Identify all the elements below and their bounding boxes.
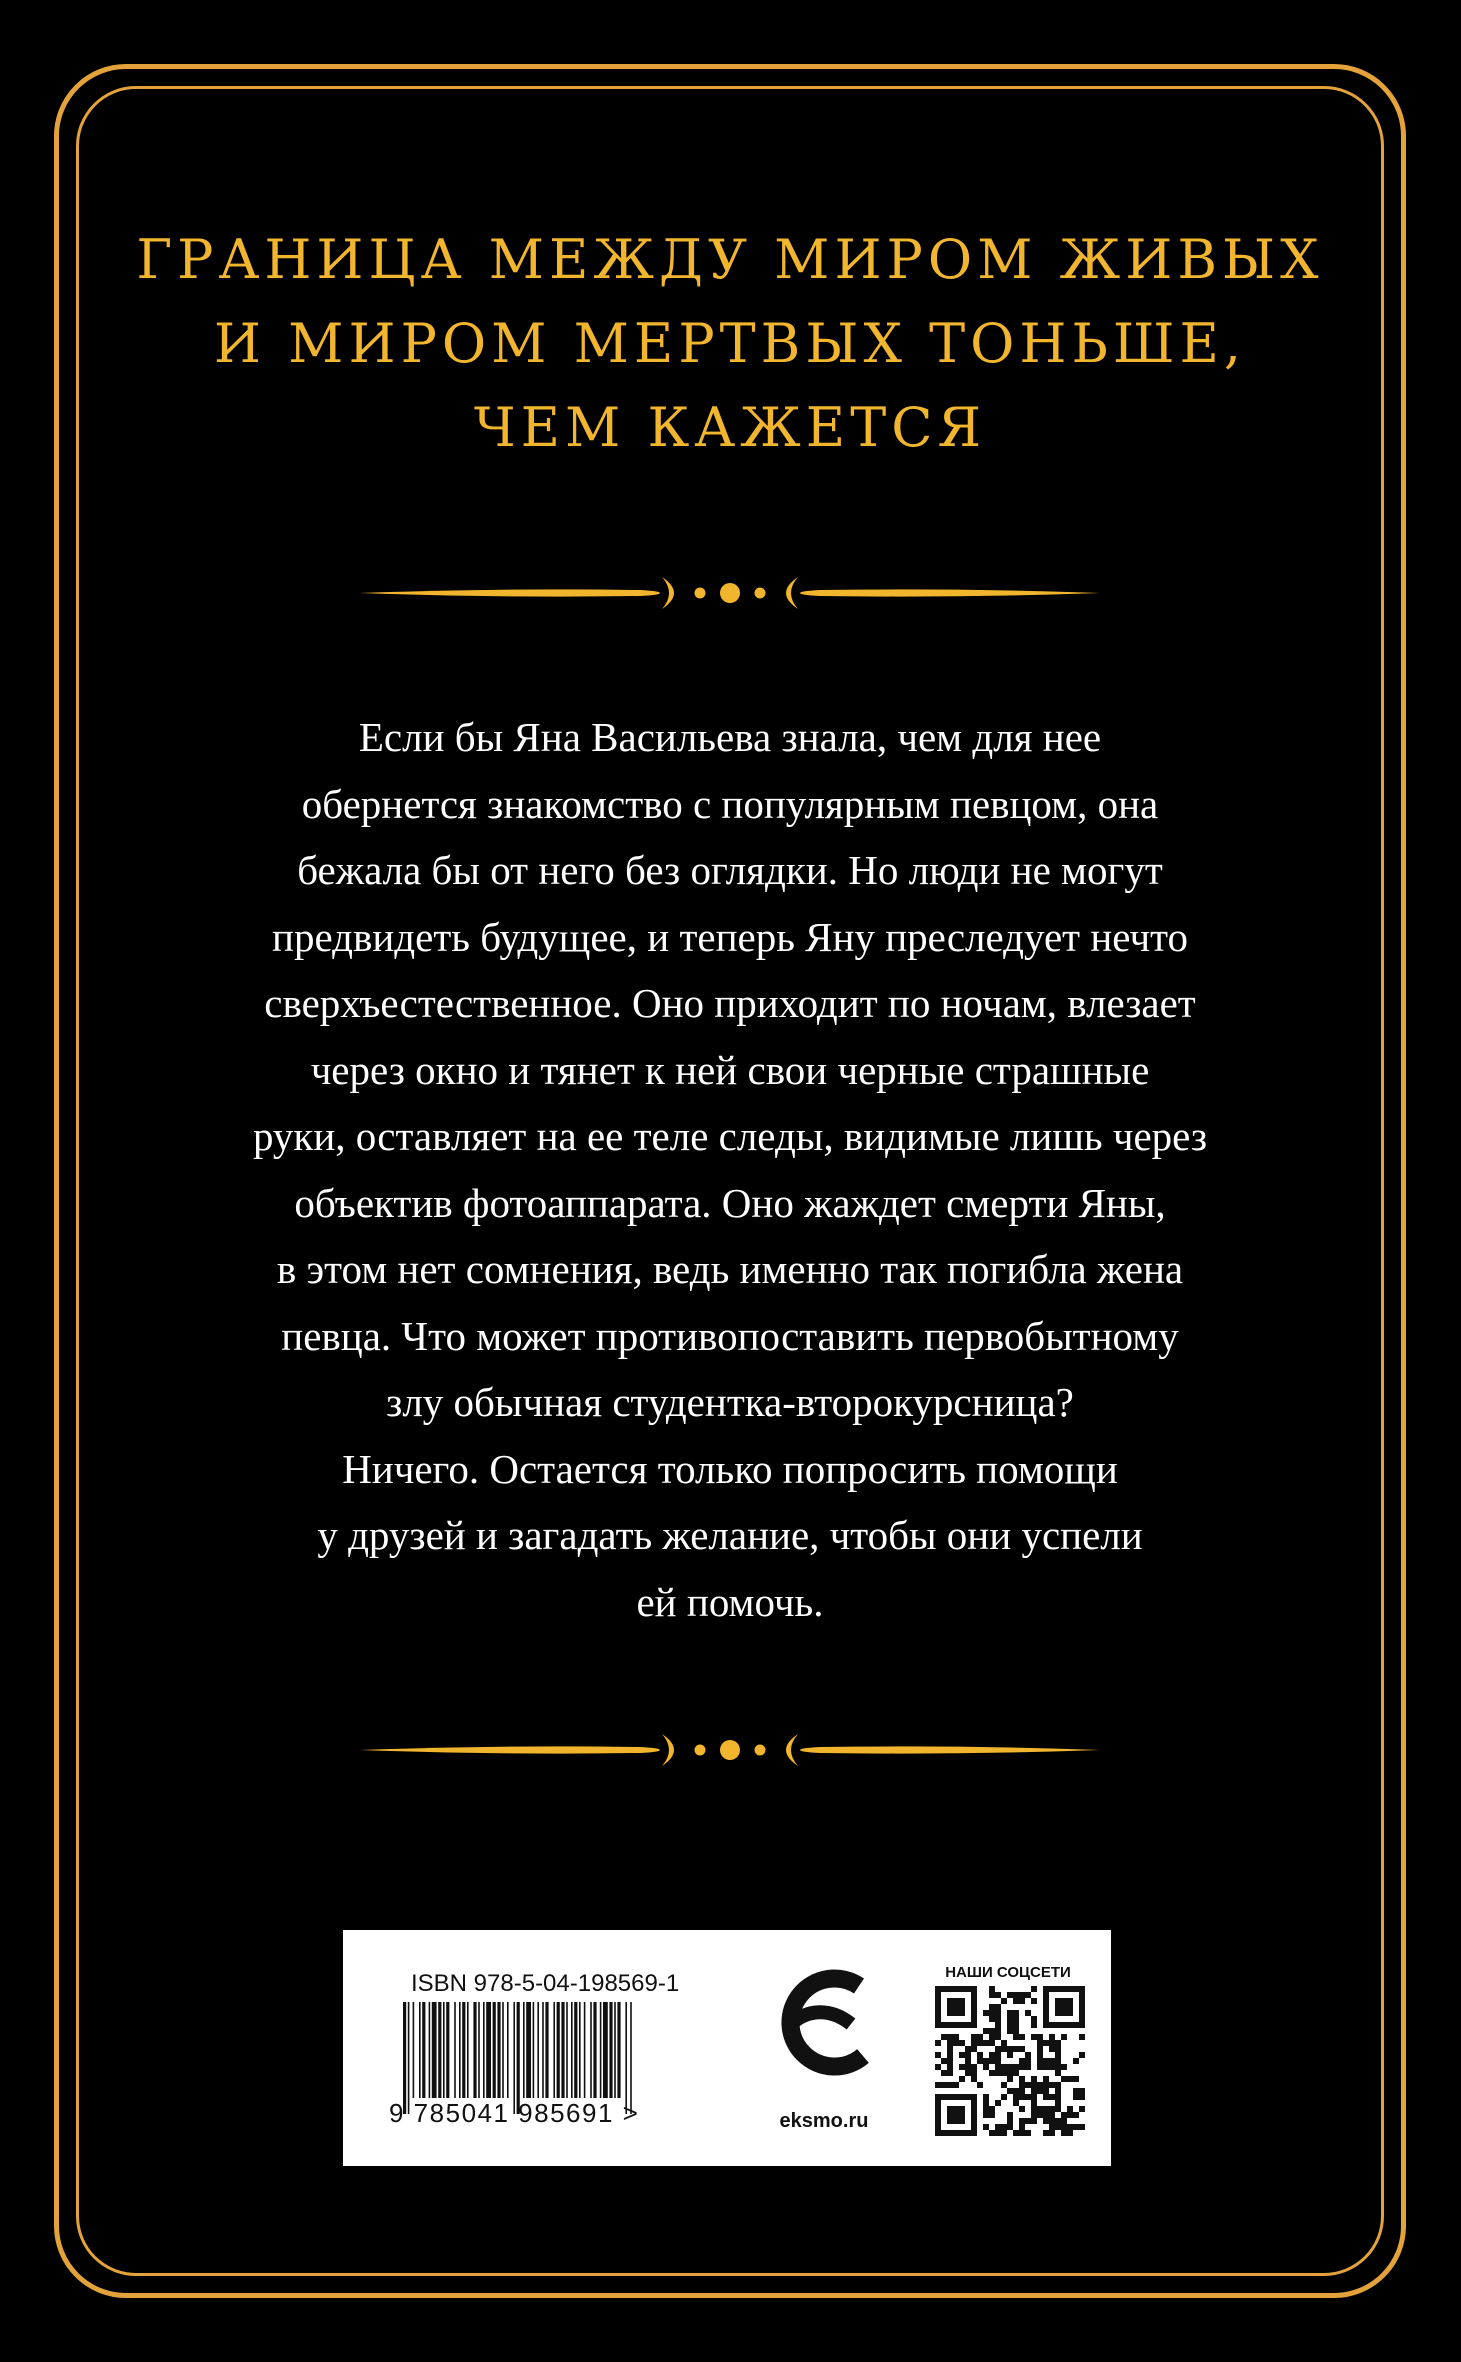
blurb-line: руки, оставляет на ее теле следы, видимые лишь через [252, 1113, 1208, 1159]
publisher-site-link[interactable]: eksmo.ru [779, 2110, 869, 2132]
blurb-line: объектив фотоаппарата. Оно жаждет смерти Яны, [294, 1179, 1166, 1226]
blurb-line: обернется знакомство с популярным певцом, она [301, 780, 1159, 827]
headline-line: ЧЕМ КАЖЕТСЯ [473, 396, 987, 459]
ean-digits: 9 785041 985691 > [389, 2098, 640, 2128]
blurb-line: ей помочь. [636, 1578, 824, 1625]
blurb-line: Если бы Яна Васильева знала, чем для нее [358, 714, 1102, 760]
blurb-line: злу обычная студентка-второкурсница? [386, 1379, 1074, 1425]
blurb-line: через окно и тянет к ней свои черные страшные [310, 1046, 1150, 1093]
qr-code-icon[interactable] [935, 1986, 1085, 2136]
ornament-divider-bottom [360, 1730, 1100, 1770]
blurb-line: предвидеть будущее, и теперь Яну преследует нечто [272, 913, 1188, 960]
blurb-line: сверхъестественное. Оно приходит по ночам, влезает [264, 980, 1196, 1026]
blurb-line: в этом нет сомнения, ведь именно так погибла жена [276, 1246, 1184, 1292]
barcode-panel [343, 1930, 1111, 2166]
social-label: НАШИ СОЦСЕТИ [945, 1964, 1071, 1981]
isbn-text: ISBN 978-5-04-198569-1 [411, 1970, 680, 1997]
eksmo-logo-icon [773, 1968, 873, 2086]
blurb-text [150, 704, 1310, 1635]
headline [130, 218, 1330, 470]
headline-line: И МИРОМ МЕРТВЫХ ТОНЬШЕ, [213, 312, 1247, 375]
ornament-divider-top [360, 573, 1100, 613]
headline-line: ГРАНИЦА МЕЖДУ МИРОМ ЖИВЫХ [136, 228, 1324, 291]
blurb-line: Ничего. Остается только попросить помощи [342, 1445, 1118, 1492]
blurb-line: певца. Что может противопоставить первобытному [281, 1312, 1179, 1359]
blurb-line: бежала бы от него без оглядки. Но люди не могут [297, 847, 1163, 893]
blurb-line: у друзей и загадать желание, чтобы они успели [317, 1512, 1143, 1558]
